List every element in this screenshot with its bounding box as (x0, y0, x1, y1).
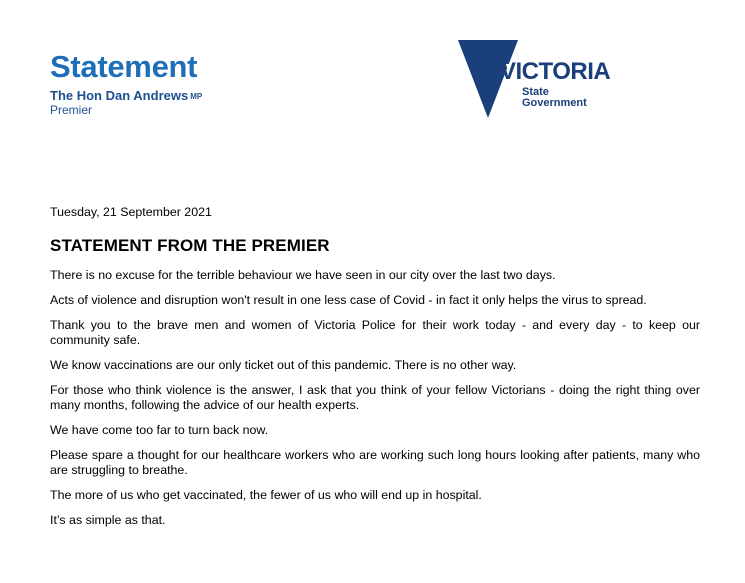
statement-header (50, 50, 202, 117)
minister-role: Premier (50, 103, 93, 117)
body-paragraph: Acts of violence and disruption won't result in one less case of Covid - in fact it only helps the virus to spread. (50, 293, 647, 307)
minister-suffix: MP (190, 92, 203, 101)
minister-name-line (50, 89, 202, 104)
body-paragraph: The more of us who get vaccinated, the fewer of us who will end up in hospital. (50, 488, 482, 502)
body-paragraph: For those who think violence is the answer, I ask that you think of your fellow Victorians - doing the right thing over many months, following the advice of our health experts. (50, 383, 700, 412)
body-paragraph: Thank you to the brave men and women of Victoria Police for their work today - and every day - to keep our community safe. (50, 318, 700, 347)
logo-wordmark: VICTORIA (500, 58, 611, 85)
logo-subtitle-line-2: Government (522, 97, 587, 109)
body-paragraph: It’s as simple as that. (50, 513, 166, 527)
body-paragraph: We have come too far to turn back now. (50, 423, 269, 437)
logo-subtitle-line-1: State (522, 86, 549, 98)
logo-subtitle (522, 87, 587, 109)
body-paragraph: We know vaccinations are our only ticket out of this pandemic. There is no other way. (50, 358, 517, 372)
body-paragraph: Please spare a thought for our healthcare workers who are working such long hours looking after patients, many who are struggling to breathe. (50, 448, 700, 477)
statement-date: Tuesday, 21 September 2021 (50, 205, 212, 219)
body-paragraph: There is no excuse for the terrible behaviour we have seen in our city over the last two days. (50, 268, 556, 282)
minister-name: The Hon Dan Andrews (50, 88, 189, 103)
statement-title: STATEMENT FROM THE PREMIER (50, 236, 330, 255)
statement-body (50, 205, 700, 538)
document-type-title: Statement (50, 49, 198, 84)
victoria-state-government-logo (458, 40, 611, 120)
